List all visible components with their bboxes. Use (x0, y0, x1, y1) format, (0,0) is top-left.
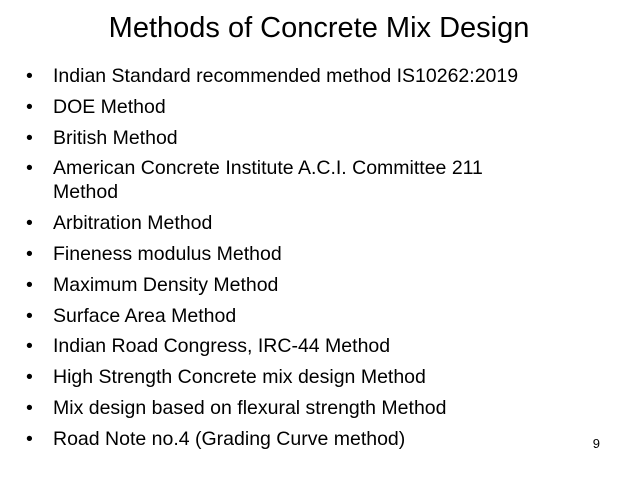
list-item (26, 95, 586, 119)
list-item (26, 126, 586, 150)
list-item-text: Fineness modulus Method (53, 242, 282, 265)
list-item-text: Indian Road Congress, IRC-44 Method (53, 335, 391, 358)
list-item (26, 242, 586, 266)
list-item-text: Arbitration Method (53, 212, 213, 235)
list-item-text: Mix design based on flexural strength Method (53, 396, 447, 419)
list-item (26, 64, 586, 88)
list-item-text: DOE Method (53, 95, 166, 118)
bullet-list (26, 64, 586, 458)
bullet-icon: • (26, 242, 33, 265)
bullet-icon: • (26, 396, 33, 419)
bullet-icon: • (26, 427, 33, 450)
list-item (26, 396, 586, 420)
list-item-text: British Method (53, 126, 178, 149)
bullet-icon: • (26, 212, 33, 235)
list-item (26, 427, 586, 451)
bullet-icon: • (26, 65, 33, 87)
list-item-text: Indian Standard recommended method IS10262:2019 (53, 65, 519, 87)
bullet-icon: • (26, 273, 33, 296)
page-number: 9 (592, 436, 600, 451)
list-item-text: Maximum Density Method (53, 273, 279, 296)
bullet-icon: • (26, 366, 33, 389)
bullet-icon: • (26, 157, 33, 180)
bullet-icon: • (26, 126, 33, 149)
list-item (26, 365, 586, 389)
list-item (26, 273, 586, 297)
list-item-text: High Strength Concrete mix design Method (53, 366, 426, 389)
list-item (26, 156, 553, 204)
list-item-text: Road Note no.4 (Grading Curve method) (53, 427, 406, 450)
bullet-icon: • (26, 95, 33, 118)
bullet-icon: • (26, 304, 33, 327)
list-item (26, 334, 586, 358)
list-item-text: American Concrete Institute A.C.I. Committee 211 Method (53, 157, 483, 204)
list-item (26, 211, 586, 235)
bullet-icon: • (26, 335, 33, 358)
list-item-text: Surface Area Method (53, 304, 237, 327)
list-item (26, 304, 586, 328)
slide-title: Methods of Concrete Mix Design (108, 12, 530, 44)
